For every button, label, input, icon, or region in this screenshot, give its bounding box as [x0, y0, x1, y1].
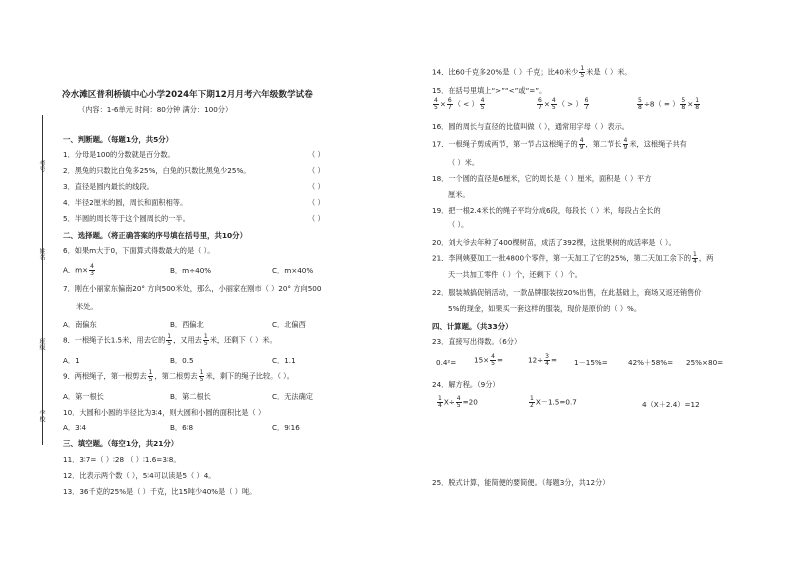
q10: 10．大圆和小圆的半径比为3∶4，则大圆和小圆的面积比是（ ） — [63, 408, 266, 417]
q9-option-b: B．第二根长 — [170, 392, 211, 401]
page-title: 冷水滩区普利桥镇中心小学2024年下期12月月考六年级数学试卷 — [62, 90, 313, 100]
margin-label-name: 姓名 — [38, 248, 45, 260]
q20: 20．刘大爷去年种了400棵树苗，成活了392棵，这批果树的成活率是（ ）。 — [432, 238, 676, 247]
q6-option-b: B．m÷40% — [170, 266, 212, 275]
q3-paren: （ ） — [308, 182, 325, 191]
q24-eq-1: $\frac{1}{4}$ X÷ $\frac{4}{5}$ =20 — [438, 395, 478, 409]
q10-option-b: B．6∶8 — [170, 423, 194, 432]
section4-heading: 四、计算题。（共33分） — [432, 322, 513, 331]
margin-label-exam-no: 考号 — [38, 160, 45, 172]
q2: 2．黑兔的只数比白兔多25%，白兔的只数比黑兔少25%。 — [63, 166, 251, 175]
q5-paren: （ ） — [308, 214, 325, 223]
q24-eq-2: $\frac{1}{2}$ X－1.5=0.7 — [530, 395, 577, 409]
q6: 6．如果m大于0，下面算式得数最大的是（ ）。 — [63, 246, 215, 255]
q4: 4．半径2厘米的圆，周长和面积相等。 — [63, 198, 188, 207]
q11: 11．3∶7=（ ）∶28 （ ）∶1.6=3∶8。 — [63, 455, 181, 464]
q21: 21．李网姨要加工一批4800个零件，第一天加工了它的25%，第二天加工余下的 $\frac{1}{4}$ ，两 — [432, 251, 714, 265]
q22-line2: 5%的现金，如果买一套这样的服装，现价是原价的（ ）%。 — [448, 304, 642, 313]
q1: 1．分母是100的分数就是百分数。 — [63, 150, 175, 159]
q19: 19．把一根2.4米长的绳子平均分成6段，每段长（ ）米，每段占全长的 — [432, 206, 661, 215]
q23-item-1: 0.4²= — [436, 358, 457, 367]
q10-option-a: A．3∶4 — [63, 423, 87, 432]
q4-paren: （ ） — [308, 198, 325, 207]
q15: 15．在括号里填上“>”“<”或“=”。 — [432, 86, 547, 95]
q21-line2: 天一共加工零件（ ）个，还剩下（ ）个。 — [448, 270, 582, 279]
q10-option-c: C．9∶16 — [272, 423, 300, 432]
q15-item-2: $\frac{6}{7}$ × $\frac{4}{5}$ （ > ） $\frac{6}{7}$ — [538, 97, 589, 111]
q6-option-a: A．m× $\frac{4}{3}$ — [63, 263, 94, 277]
section2-heading: 二、选择题。（将正确答案的序号填在括号里，共10分） — [63, 231, 247, 240]
q16: 16．圆的周长与直径的比值叫做（ ），通常用字母（ ）表示。 — [432, 122, 629, 131]
q15-item-1: $\frac{4}{5}$ × $\frac{6}{7}$ （ < ） $\frac{4}{5}$ — [434, 97, 485, 111]
q9-option-a: A．第一根长 — [63, 392, 104, 401]
q18: 18．一个圆的直径是6厘米，它的周长是（ ）厘米，面积是（ ）平方 — [432, 174, 652, 183]
q8-option-c: C．1.1 — [272, 356, 296, 365]
q23-item-2: 15× $\frac{4}{5}$ = — [474, 353, 504, 367]
q1-paren: （ ） — [308, 150, 325, 159]
q24-eq-3: 4（X＋2.4）=12 — [642, 400, 700, 409]
q23-item-4: 1－15%= — [574, 358, 608, 367]
exam-info: （内容：1-6单元 时间：80分钟 满分：100分） — [78, 105, 233, 114]
q7-option-c: C．北偏西 — [272, 320, 306, 329]
q5: 5．半圆的周长等于这个圆周长的一半。 — [63, 214, 190, 223]
q23-item-6: 25%×80= — [686, 358, 724, 367]
q25: 25．脱式计算，能简便的要简便。（每题3分，共12分） — [432, 478, 610, 487]
q2-paren: （ ） — [308, 166, 325, 175]
q14: 14．比60千克多20%是（ ）千克；比40米少 $\frac{1}{5}$ 米是（ ）米。 — [432, 65, 632, 79]
margin-label-school: 学校 — [38, 410, 45, 422]
q9: 9．两根绳子，第一根剪去 $\frac{1}{5}$ ，第二根剪去 $\frac{1}{5}$ 米，剩下的绳子比较。（ ）。 — [63, 369, 294, 383]
q3: 3．直径是圆内最长的线段。 — [63, 182, 154, 191]
q22: 22．服装城搞促销活动，一款品牌服装按20%出售，在此基础上，商场又返还销售价 — [432, 288, 702, 297]
q24: 24．解方程。（9分） — [432, 380, 500, 389]
q8-option-b: B．0.5 — [170, 356, 194, 365]
q7: 7．刚在小丽家东偏南20° 方向500米处，那么，小丽家在刚市（ ）20° 方向500 — [63, 284, 322, 293]
q12: 12．比表示两个数（ ），5∶4可以读是5（ ）4。 — [63, 471, 216, 480]
section3-heading: 三、填空题。（每空1分，共21分） — [63, 439, 179, 448]
q9-option-c: C．无法确定 — [272, 392, 313, 401]
q13: 13．36千克的25%是（ ）千克，比15吨少40%是（ ）吨。 — [63, 487, 257, 496]
q18-line2: 厘米。 — [448, 190, 470, 199]
q17-line2: （ ）米。 — [448, 158, 480, 167]
q7-option-b: B．西偏北 — [170, 320, 204, 329]
q8-option-a: A．1 — [63, 356, 80, 365]
section1-heading: 一、判断题。（每题1分，共5分） — [63, 135, 174, 144]
q7-line2: 米处。 — [76, 302, 98, 311]
q15-item-3: $\frac{5}{8}$ ÷8（ = ） $\frac{5}{8}$ × $\frac{1}{8}$ — [638, 97, 700, 111]
q6-option-c: C．m×40% — [272, 266, 314, 275]
q8: 8．一根绳子长1.5米，用去它的 $\frac{1}{5}$ ，又用去 $\frac{1}{5}$ 米，还剩下（ ）米。 — [63, 333, 277, 347]
q19-line2: （ ）。 — [448, 220, 469, 229]
q23-item-5: 42%＋58%= — [628, 358, 674, 367]
q23-item-3: 12÷ $\frac{3}{4}$ = — [528, 353, 558, 367]
q23: 23．直接写出得数。（6分） — [432, 337, 522, 346]
margin-label-class: 班级 — [38, 338, 45, 350]
q7-option-a: A．南偏东 — [63, 320, 97, 329]
q17: 17．一根绳子剪成两节，第一节占这根绳子的 $\frac{4}{9}$ ，第二节长 $\frac{4}{9}$ 米，这根绳子共有 — [432, 137, 687, 151]
